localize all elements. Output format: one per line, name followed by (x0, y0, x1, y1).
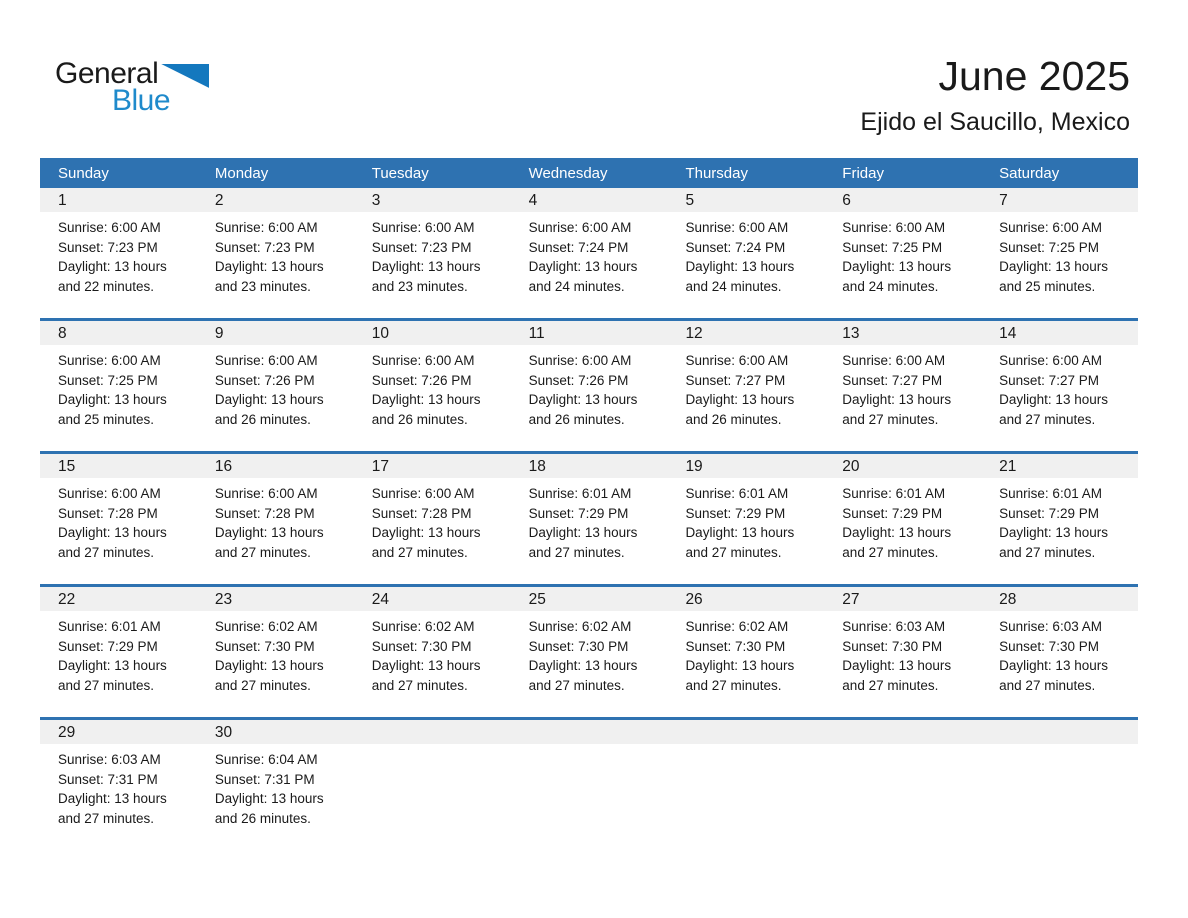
sunset-text: Sunset: 7:27 PM (999, 372, 1099, 388)
day-details (981, 218, 1138, 296)
day-details (667, 617, 824, 695)
sunrise-text: Sunrise: 6:01 AM (842, 486, 946, 501)
daylight-text-line2: and 27 minutes. (685, 677, 782, 693)
daylight-text-line2: and 27 minutes. (999, 544, 1096, 560)
daylight-text-line1: Daylight: 13 hours (58, 259, 167, 274)
sunrise-text: Sunrise: 6:00 AM (528, 353, 632, 368)
day-details (981, 484, 1138, 562)
sunrise-text: Sunrise: 6:00 AM (214, 353, 318, 368)
day-details (197, 484, 354, 562)
day-number: 23 (214, 591, 233, 608)
daylight-text-line1: Daylight: 13 hours (214, 392, 324, 407)
weekday-label-sunday: Sunday (58, 164, 109, 182)
daylight-text-line2: and 24 minutes. (528, 278, 625, 294)
daylight-text-line1: Daylight: 13 hours (58, 658, 167, 673)
daylight-text-line1: Daylight: 13 hours (58, 525, 167, 540)
sunset-text: Sunset: 7:24 PM (528, 239, 629, 255)
sunrise-text: Sunrise: 6:03 AM (842, 619, 946, 634)
sunrise-text: Sunrise: 6:01 AM (999, 486, 1102, 501)
daylight-text-line2: and 27 minutes. (371, 544, 468, 560)
sunset-text: Sunset: 7:29 PM (999, 505, 1099, 521)
day-number: 13 (842, 325, 860, 342)
day-number-strip (40, 720, 1138, 744)
weekday-label-tuesday: Tuesday (371, 164, 429, 182)
sunset-text: Sunset: 7:28 PM (58, 505, 158, 521)
sunrise-text: Sunrise: 6:00 AM (685, 220, 789, 235)
sunrise-text: Sunrise: 6:00 AM (842, 220, 946, 235)
sunrise-text: Sunrise: 6:00 AM (685, 353, 789, 368)
week-row (40, 584, 1138, 717)
daylight-text-line1: Daylight: 13 hours (685, 259, 795, 274)
sunset-text: Sunset: 7:23 PM (371, 239, 472, 255)
sunset-text: Sunset: 7:27 PM (842, 372, 943, 388)
daylight-text-line1: Daylight: 13 hours (371, 658, 481, 673)
sunrise-text: Sunrise: 6:00 AM (371, 353, 475, 368)
day-number: 14 (999, 325, 1017, 342)
day-details (40, 218, 197, 296)
title-block (860, 52, 1130, 137)
sunset-text: Sunset: 7:30 PM (842, 638, 943, 654)
day-details (197, 617, 354, 695)
daylight-text-line1: Daylight: 13 hours (528, 525, 638, 540)
daylight-text-line2: and 26 minutes. (528, 411, 625, 427)
month-title: June 2025 (938, 53, 1130, 99)
calendar-body (40, 188, 1138, 850)
day-number: 24 (371, 591, 389, 608)
daylight-text-line1: Daylight: 13 hours (999, 525, 1108, 540)
weekday-header-row (40, 158, 1138, 188)
day-details (981, 617, 1138, 695)
daylight-text-line2: and 25 minutes. (999, 278, 1096, 294)
day-details (354, 484, 511, 562)
daylight-text-line1: Daylight: 13 hours (999, 392, 1108, 407)
week-row (40, 188, 1138, 318)
daylight-text-line1: Daylight: 13 hours (685, 525, 795, 540)
day-number: 20 (842, 458, 860, 475)
day-number: 27 (842, 591, 860, 608)
sunset-text: Sunset: 7:31 PM (58, 771, 158, 787)
daylight-text-line2: and 25 minutes. (58, 411, 155, 427)
day-number: 19 (685, 458, 703, 475)
sunset-text: Sunset: 7:30 PM (214, 638, 315, 654)
sunrise-text: Sunrise: 6:00 AM (371, 486, 475, 501)
sunrise-text: Sunrise: 6:03 AM (999, 619, 1102, 634)
empty-detail-cell (667, 750, 824, 828)
calendar-table (40, 158, 1138, 850)
day-details-strip (40, 345, 1138, 451)
daylight-text-line2: and 27 minutes. (685, 544, 782, 560)
daylight-text-line1: Daylight: 13 hours (58, 392, 167, 407)
daylight-text-line2: and 26 minutes. (214, 411, 311, 427)
weekday-label-saturday: Saturday (999, 164, 1060, 182)
day-details (354, 351, 511, 429)
sunrise-text: Sunrise: 6:00 AM (214, 220, 318, 235)
daylight-text-line2: and 26 minutes. (214, 810, 311, 826)
general-blue-logo (55, 57, 209, 117)
sunrise-text: Sunrise: 6:00 AM (58, 486, 161, 501)
day-number: 12 (685, 325, 703, 342)
sunset-text: Sunset: 7:30 PM (371, 638, 472, 654)
day-number: 11 (528, 325, 545, 342)
day-number-strip (40, 321, 1138, 345)
sunset-text: Sunset: 7:29 PM (58, 638, 158, 654)
weekday-label-friday: Friday (842, 164, 884, 182)
daylight-text-line2: and 24 minutes. (685, 278, 782, 294)
week-row (40, 318, 1138, 451)
empty-detail-cell (511, 750, 668, 828)
daylight-text-line1: Daylight: 13 hours (58, 791, 167, 806)
weekday-label-monday: Monday (214, 164, 269, 182)
empty-detail-cell (354, 750, 511, 828)
day-number: 6 (842, 192, 851, 209)
sunset-text: Sunset: 7:23 PM (214, 239, 315, 255)
day-number: 10 (371, 325, 389, 342)
day-details (40, 484, 197, 562)
daylight-text-line1: Daylight: 13 hours (214, 525, 324, 540)
weekday-label-thursday: Thursday (685, 164, 748, 182)
sunset-text: Sunset: 7:25 PM (842, 239, 943, 255)
day-number: 9 (214, 325, 224, 342)
sunset-text: Sunset: 7:29 PM (685, 505, 786, 521)
day-number: 22 (58, 591, 76, 608)
daylight-text-line1: Daylight: 13 hours (999, 259, 1108, 274)
daylight-text-line2: and 27 minutes. (214, 677, 311, 693)
day-details (354, 617, 511, 695)
day-number-strip (40, 188, 1138, 212)
day-details (511, 617, 668, 695)
sunrise-text: Sunrise: 6:00 AM (999, 353, 1102, 368)
sunrise-text: Sunrise: 6:00 AM (999, 220, 1102, 235)
sunset-text: Sunset: 7:26 PM (528, 372, 629, 388)
daylight-text-line1: Daylight: 13 hours (528, 392, 638, 407)
daylight-text-line2: and 26 minutes. (685, 411, 782, 427)
sunset-text: Sunset: 7:25 PM (999, 239, 1099, 255)
daylight-text-line2: and 27 minutes. (214, 544, 311, 560)
day-number: 2 (214, 192, 224, 209)
day-number: 3 (371, 192, 381, 209)
sunrise-text: Sunrise: 6:03 AM (58, 752, 161, 767)
day-details (197, 351, 354, 429)
daylight-text-line2: and 27 minutes. (842, 544, 939, 560)
day-details (981, 351, 1138, 429)
logo-text-general: General (55, 57, 159, 90)
daylight-text-line1: Daylight: 13 hours (685, 392, 795, 407)
day-number-strip (40, 454, 1138, 478)
sunset-text: Sunset: 7:30 PM (528, 638, 629, 654)
daylight-text-line1: Daylight: 13 hours (999, 658, 1108, 673)
day-number: 28 (999, 591, 1017, 608)
day-details (511, 351, 668, 429)
sunrise-text: Sunrise: 6:02 AM (214, 619, 318, 634)
day-details (667, 351, 824, 429)
week-row (40, 717, 1138, 850)
daylight-text-line1: Daylight: 13 hours (371, 392, 481, 407)
empty-day-cell (667, 731, 824, 733)
day-number: 25 (528, 591, 546, 608)
daylight-text-line2: and 27 minutes. (58, 677, 155, 693)
daylight-text-line2: and 27 minutes. (842, 411, 939, 427)
day-details (354, 218, 511, 296)
empty-day-cell (824, 731, 981, 733)
day-details (667, 484, 824, 562)
daylight-text-line2: and 27 minutes. (371, 677, 468, 693)
day-number-strip (40, 587, 1138, 611)
daylight-text-line2: and 23 minutes. (214, 278, 311, 294)
daylight-text-line2: and 27 minutes. (528, 677, 625, 693)
daylight-text-line1: Daylight: 13 hours (528, 658, 638, 673)
sunrise-text: Sunrise: 6:01 AM (528, 486, 632, 501)
day-details-strip (40, 611, 1138, 717)
sunrise-text: Sunrise: 6:00 AM (528, 220, 632, 235)
day-number: 21 (999, 458, 1017, 475)
daylight-text-line1: Daylight: 13 hours (214, 658, 324, 673)
daylight-text-line1: Daylight: 13 hours (842, 392, 952, 407)
empty-detail-cell (981, 750, 1138, 828)
daylight-text-line2: and 27 minutes. (58, 810, 155, 826)
day-details (824, 617, 981, 695)
daylight-text-line2: and 24 minutes. (842, 278, 939, 294)
empty-day-cell (511, 731, 668, 733)
day-details (824, 218, 981, 296)
daylight-text-line2: and 27 minutes. (528, 544, 625, 560)
daylight-text-line1: Daylight: 13 hours (842, 658, 952, 673)
sunrise-text: Sunrise: 6:00 AM (371, 220, 475, 235)
sunset-text: Sunset: 7:29 PM (528, 505, 629, 521)
sunset-text: Sunset: 7:28 PM (214, 505, 315, 521)
sunset-text: Sunset: 7:27 PM (685, 372, 786, 388)
daylight-text-line1: Daylight: 13 hours (842, 525, 952, 540)
day-number: 17 (371, 458, 389, 475)
day-details (197, 218, 354, 296)
day-details (40, 351, 197, 429)
day-details-strip (40, 478, 1138, 584)
day-details (197, 750, 354, 828)
day-details (824, 351, 981, 429)
location-subtitle: Ejido el Saucillo, Mexico (860, 108, 1130, 136)
sunset-text: Sunset: 7:25 PM (58, 372, 158, 388)
week-row (40, 451, 1138, 584)
day-number: 8 (58, 325, 67, 342)
daylight-text-line1: Daylight: 13 hours (214, 791, 324, 806)
sunrise-text: Sunrise: 6:04 AM (214, 752, 318, 767)
sunset-text: Sunset: 7:28 PM (371, 505, 472, 521)
daylight-text-line1: Daylight: 13 hours (842, 259, 952, 274)
day-number: 15 (58, 458, 76, 475)
day-number: 16 (214, 458, 233, 475)
daylight-text-line2: and 26 minutes. (371, 411, 468, 427)
day-number: 1 (58, 192, 67, 209)
day-details (40, 617, 197, 695)
daylight-text-line1: Daylight: 13 hours (371, 259, 481, 274)
daylight-text-line1: Daylight: 13 hours (371, 525, 481, 540)
day-details (824, 484, 981, 562)
sunset-text: Sunset: 7:26 PM (214, 372, 315, 388)
sunrise-text: Sunrise: 6:02 AM (685, 619, 789, 634)
day-number: 4 (528, 192, 538, 209)
daylight-text-line2: and 27 minutes. (842, 677, 939, 693)
daylight-text-line2: and 27 minutes. (58, 544, 155, 560)
day-number: 5 (685, 192, 695, 209)
sunrise-text: Sunrise: 6:00 AM (214, 486, 318, 501)
daylight-text-line1: Daylight: 13 hours (528, 259, 638, 274)
day-number: 26 (685, 591, 703, 608)
empty-day-cell (354, 731, 511, 733)
sunrise-text: Sunrise: 6:00 AM (58, 353, 161, 368)
day-number: 30 (214, 724, 233, 741)
day-number: 7 (999, 192, 1008, 209)
sunrise-text: Sunrise: 6:00 AM (842, 353, 946, 368)
daylight-text-line2: and 27 minutes. (999, 677, 1096, 693)
day-details (511, 218, 668, 296)
daylight-text-line1: Daylight: 13 hours (685, 658, 795, 673)
day-details (40, 750, 197, 828)
day-details (511, 484, 668, 562)
day-details-strip (40, 212, 1138, 318)
sunset-text: Sunset: 7:24 PM (685, 239, 786, 255)
logo-text-blue: Blue (112, 84, 171, 117)
daylight-text-line2: and 22 minutes. (58, 278, 155, 294)
sunset-text: Sunset: 7:26 PM (371, 372, 472, 388)
sunrise-text: Sunrise: 6:00 AM (58, 220, 161, 235)
daylight-text-line1: Daylight: 13 hours (214, 259, 324, 274)
day-number: 29 (58, 724, 76, 741)
empty-day-cell (981, 731, 1138, 733)
day-details-strip (40, 744, 1138, 850)
sunrise-text: Sunrise: 6:01 AM (58, 619, 161, 634)
sunset-text: Sunset: 7:29 PM (842, 505, 943, 521)
daylight-text-line2: and 27 minutes. (999, 411, 1096, 427)
sunrise-text: Sunrise: 6:02 AM (371, 619, 475, 634)
day-number: 18 (528, 458, 546, 475)
sunset-text: Sunset: 7:30 PM (685, 638, 786, 654)
sunrise-text: Sunrise: 6:02 AM (528, 619, 632, 634)
sunrise-text: Sunrise: 6:01 AM (685, 486, 789, 501)
sunset-text: Sunset: 7:23 PM (58, 239, 158, 255)
daylight-text-line2: and 23 minutes. (371, 278, 468, 294)
day-details (667, 218, 824, 296)
sunset-text: Sunset: 7:30 PM (999, 638, 1099, 654)
empty-detail-cell (824, 750, 981, 828)
sunset-text: Sunset: 7:31 PM (214, 771, 315, 787)
weekday-label-wednesday: Wednesday (528, 164, 608, 182)
